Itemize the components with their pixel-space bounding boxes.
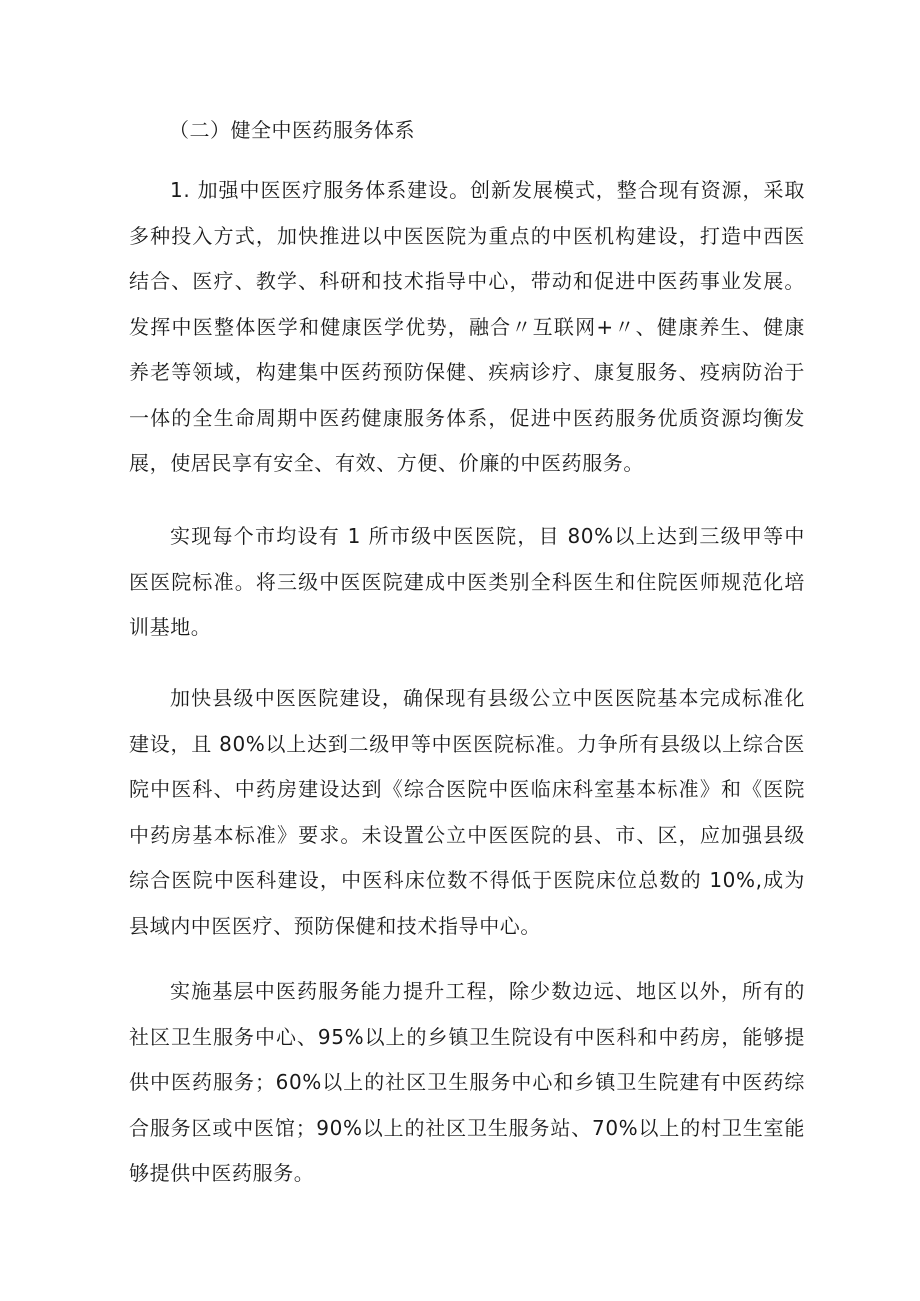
section-heading: （二）健全中医药服务体系 [169, 118, 415, 142]
paragraph-chinese-medicine-system: 1. 加强中医医疗服务体系建设。创新发展模式，整合现有资源，采取多种投入方式，加快推进以中医医院为重点的中医机构建设，打造中西医结合、医疗、教学、科研和技术指导中心，带动和促进中医药事业发展。发挥中医整体医学和健康医学优势，融合〃互联网+〃、健康养生、健康养老等领域，构建集中医药预防保健、疾病诊疗、康复服务、疫病防治于一体的全生命周期中医药健康服务体系，促进中医药服务优质资源均衡发展，使居民享有安全、有效、方便、价廉的中医药服务。 [129, 178, 805, 475]
paragraph-grassroots-services: 实施基层中医药服务能力提升工程，除少数边远、地区以外，所有的社区卫生服务中心、95%以上的乡镇卫生院设有中医科和中药房，能够提供中医药服务；60%以上的社区卫生服务中心和乡镇卫生院建有中医药综合服务区或中医馆；90%以上的社区卫生服务站、70%以上的村卫生室能够提供中医药服务。 [129, 979, 805, 1185]
paragraph-municipal-hospitals: 实现每个市均设有 1 所市级中医医院，目 80%以上达到三级甲等中医医院标准。将三级中医医院建成中医类别全科医生和住院医师规范化培训基地。 [129, 524, 805, 639]
paragraph-county-hospitals: 加快县级中医医院建设，确保现有县级公立中医医院基本完成标准化建设，且 80%以上达到二级甲等中医医院标准。力争所有县级以上综合医院中医科、中药房建设达到《综合医院中医临床科室基本标准》和《医院中药房基本标准》要求。未设置公立中医医院的县、市、区，应加强县级综合医院中医科建设，中医科床位数不得低于医院床位总数的 10%,成为县域内中医医疗、预防保健和技术指导中心。 [129, 686, 805, 938]
